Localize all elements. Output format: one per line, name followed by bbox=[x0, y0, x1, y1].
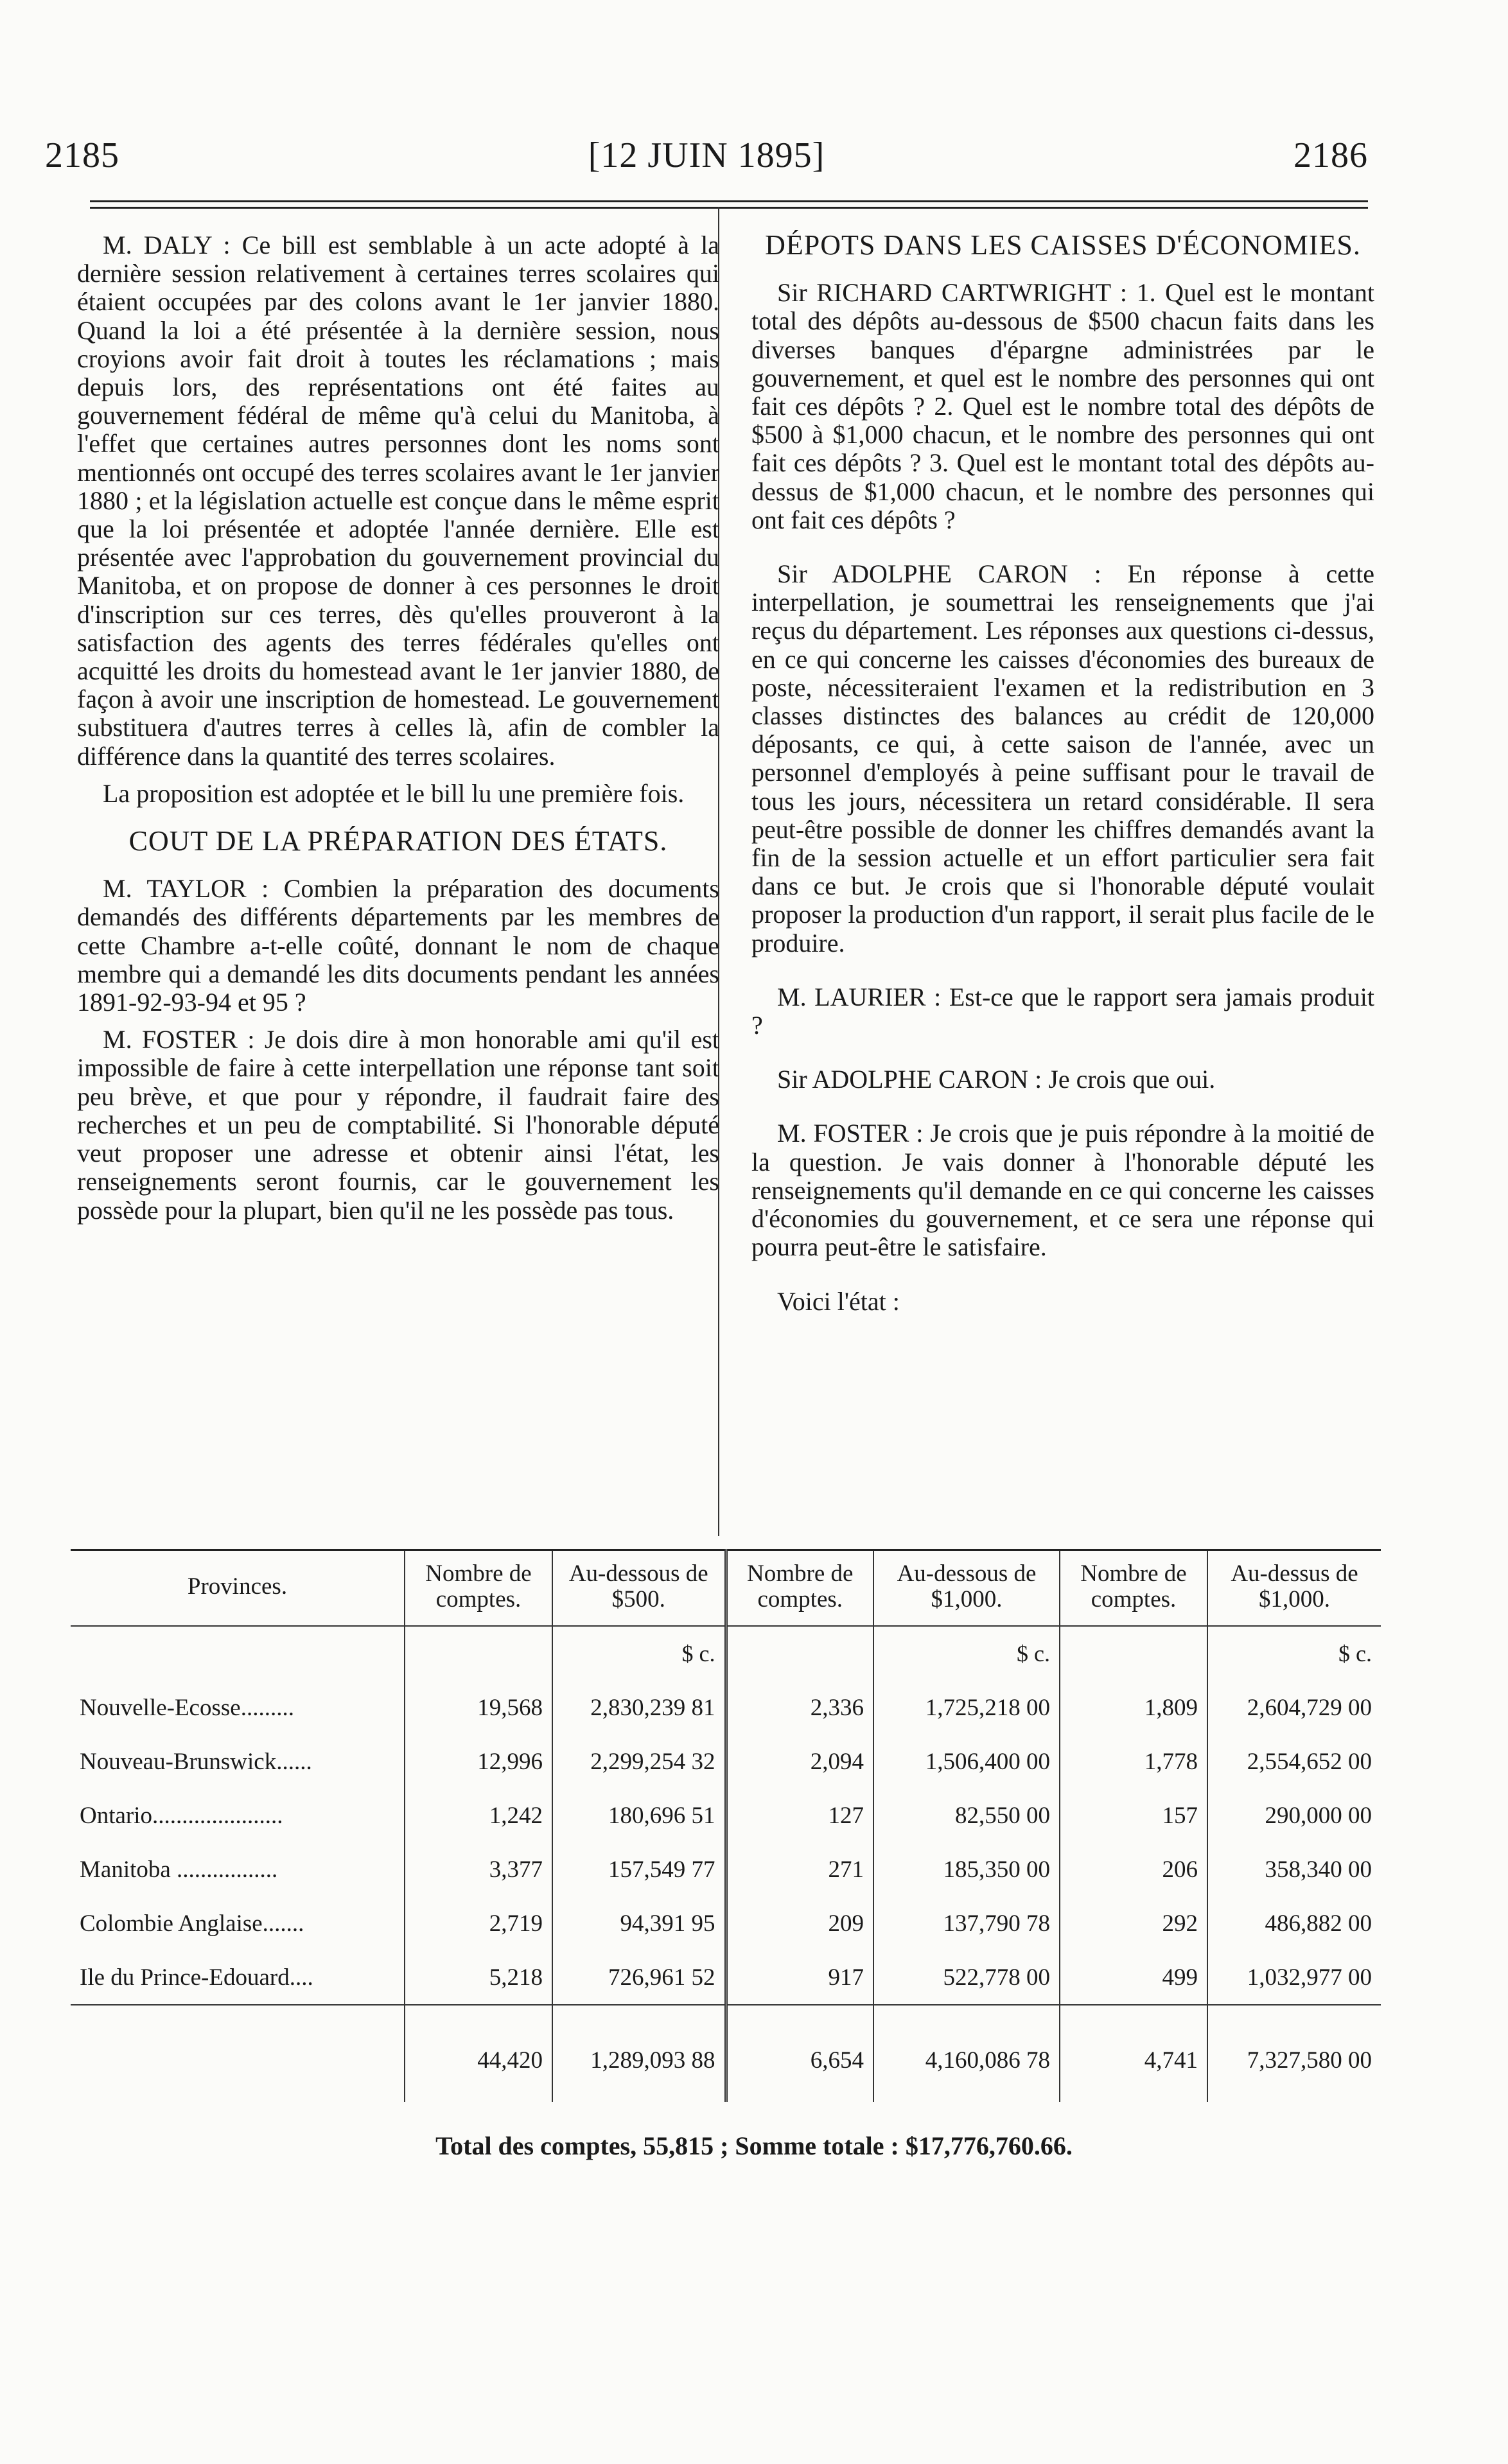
table-cell: 522,778 00 bbox=[873, 1950, 1060, 2005]
table-row bbox=[71, 1950, 1381, 2005]
unit-cell: $ c. bbox=[552, 1626, 726, 1681]
page-date: [12 JUIN 1895] bbox=[588, 135, 825, 175]
table-cell: 185,350 00 bbox=[873, 1842, 1060, 1896]
header-rule-2 bbox=[90, 207, 1368, 209]
total-cell: 6,654 bbox=[726, 2005, 873, 2102]
table-row bbox=[71, 1842, 1381, 1896]
total-cell: 4,160,086 78 bbox=[873, 2005, 1060, 2102]
table-cell: 82,550 00 bbox=[873, 1788, 1060, 1842]
unit-cell bbox=[726, 1626, 873, 1681]
table-cell: 290,000 00 bbox=[1207, 1788, 1381, 1842]
header-count-1: Nombre de comptes. bbox=[405, 1550, 552, 1627]
table-row bbox=[71, 1896, 1381, 1950]
province-name: Nouvelle-Ecosse......... bbox=[80, 1694, 294, 1721]
header-rule bbox=[90, 200, 1368, 202]
province-name: Manitoba ................. bbox=[80, 1856, 278, 1883]
unit-cell: $ c. bbox=[873, 1626, 1060, 1681]
table-cell: 5,218 bbox=[405, 1950, 552, 2005]
province-name: Nouveau-Brunswick...... bbox=[80, 1748, 312, 1775]
table-cell: 2,554,652 00 bbox=[1207, 1734, 1381, 1788]
foster-reply: M. FOSTER : Je crois que je puis répondre à la moitié de la question. Je vais donner à l'honorable député les renseignements qu'il demande en ce qui concerne les caisses d'économies du gouvernement, et ce sera une réponse qui pourra peut-être le satisfaire. bbox=[751, 1119, 1374, 1262]
table-cell: 157 bbox=[1060, 1788, 1207, 1842]
daly-statement: M. DALY : Ce bill est semblable à un acte adopté à la dernière session relativement à certaines terres scolaires qui étaient occupées par des colons avant le 1er janvier 1880. Quand la loi a été présentée à la dernière session, nous croyions avoir fait droit à toutes les réclamations ; mais depuis lors, des représentations ont été faites au gouvernement fédéral de même qu'à celui du Manitoba, à l'effet que certaines autres personnes dont les noms sont mentionnés ont occupé des terres scolaires avant le 1er janvier 1880 ; et la législation actuelle est conçue dans le même esprit que la loi présentée et adoptée l'année dernière. Elle est présentée avec l'approbation du gouvernement provincial du Manitoba, et on propose de donner à ces personnes le droit d'inscription sur ces terres, dès qu'elles prouveront à la satisfaction des agents des terres fédérales qu'elles ont acquitté les droits du homestead avant le 1er janvier 1880, de façon à avoir une inscription de homestead. Le gouvernement substituera d'autres terres à celles là, afin de combler la différence dans la quantité des terres scolaires. bbox=[77, 231, 719, 771]
page-number-right: 2186 bbox=[1293, 135, 1368, 175]
taylor-question: M. TAYLOR : Combien la préparation des documents demandés des différents départements par les membres de cette Chambre a-t-elle coûté, donnant le nom de chaque membre qui a demandé les dits documents pendant les années 1891-92-93-94 et 95 ? bbox=[77, 874, 719, 1017]
table-row bbox=[71, 1681, 1381, 1734]
grand-total: Total des comptes, 55,815 ; Somme totale : $17,776,760.66. bbox=[435, 2131, 1073, 2160]
table-cell: 726,961 52 bbox=[552, 1950, 726, 2005]
table-cell: 2,336 bbox=[726, 1681, 873, 1734]
table-cell: 209 bbox=[726, 1896, 873, 1950]
table-cell: 1,032,977 00 bbox=[1207, 1950, 1381, 2005]
laurier-question: M. LAURIER : Est-ce que le rapport sera jamais produit ? bbox=[751, 982, 1374, 1040]
deposits-table bbox=[71, 1549, 1381, 2102]
table-cell: 12,996 bbox=[405, 1734, 552, 1788]
table-total-row bbox=[71, 2005, 1381, 2102]
deposits-table-wrap bbox=[71, 1549, 1381, 2102]
header-below-500: Au-dessous de $500. bbox=[552, 1550, 726, 1627]
table-cell: 1,809 bbox=[1060, 1681, 1207, 1734]
section-heading-cout: COUT DE LA PRÉPARATION DES ÉTATS. bbox=[128, 825, 668, 857]
table-cell: 157,549 77 bbox=[552, 1842, 726, 1896]
table-cell: 358,340 00 bbox=[1207, 1842, 1381, 1896]
province-name: Ile du Prince-Edouard.... bbox=[80, 1964, 313, 1991]
foster-answer: M. FOSTER : Je dois dire à mon honorable ami qu'il est impossible de faire à cette interpellation une réponse tant soit peu brève, et que pour y répondre, il faudrait faire des recherches et un peu de comptabilité. Si l'honorable député veut proposer une adresse et obtenir ainsi l'état, les renseignements seront fournis, car le gouvernement les possède pour la plupart, bien qu'il ne les possède pas tous. bbox=[77, 1025, 719, 1225]
table-cell: 1,778 bbox=[1060, 1734, 1207, 1788]
table-cell: 486,882 00 bbox=[1207, 1896, 1381, 1950]
right-column bbox=[751, 231, 1374, 1325]
total-cell: 1,289,093 88 bbox=[552, 2005, 726, 2102]
total-cell: 44,420 bbox=[405, 2005, 552, 2102]
table-cell: 2,604,729 00 bbox=[1207, 1681, 1381, 1734]
table-header-row bbox=[71, 1550, 1381, 1627]
page-header bbox=[45, 135, 1368, 186]
table-cell: 94,391 95 bbox=[552, 1896, 726, 1950]
table-cell: 180,696 51 bbox=[552, 1788, 726, 1842]
table-cell: 2,719 bbox=[405, 1896, 552, 1950]
table-cell: 3,377 bbox=[405, 1842, 552, 1896]
bill-adopted: La proposition est adoptée et le bill lu une première fois. bbox=[103, 778, 685, 808]
caron-answer: Sir ADOLPHE CARON : En réponse à cette interpellation, je soumettrai les renseignements que j'ai reçus du département. Les réponses aux questions ci-dessus, en ce qui concerne les caisses d'économies des bureaux de poste, nécessiteraient l'examen et la redistribution en 3 classes distinctes des balances au crédit de 120,000 déposants, ce qui, à cette saison de l'année, avec un personnel d'employés à peine suffisant pour le travail de tous les jours, nécessitera un retard considérable. Il sera peut-être possible de donner les chiffres demandés avant la fin de la session actuelle et un effort particulier sera fait dans ce but. Je crois que si l'honorable député voulait proposer la production d'un rapport, il serait plus facile de le produire. bbox=[751, 559, 1374, 957]
total-cell bbox=[71, 2005, 405, 2102]
unit-cell bbox=[1060, 1626, 1207, 1681]
table-cell: 292 bbox=[1060, 1896, 1207, 1950]
table-cell: 1,242 bbox=[405, 1788, 552, 1842]
cartwright-question: Sir RICHARD CARTWRIGHT : 1. Quel est le montant total des dépôts au-dessous de $500 chacun faits dans les diverses banques d'épargne administrées par le gouvernement, et quel est le nombre des personnes qui ont fait ces dépôts ? 2. Quel est le nombre total des dépôts de $500 à $1,000 chacun, et le nombre des personnes qui ont fait ces dépôts ? 3. Quel est le montant total des dépôts au-dessus de $1,000 chacun, et le nombre des personnes qui ont fait ces dépôts ? bbox=[751, 278, 1374, 534]
province-name: Ontario...................... bbox=[80, 1802, 283, 1829]
table-cell: 271 bbox=[726, 1842, 873, 1896]
header-count-2: Nombre de comptes. bbox=[726, 1550, 873, 1627]
table-row bbox=[71, 1734, 1381, 1788]
table-cell: 917 bbox=[726, 1950, 873, 2005]
table-row bbox=[71, 1788, 1381, 1842]
header-provinces: Provinces. bbox=[71, 1550, 405, 1627]
table-cell: 1,725,218 00 bbox=[873, 1681, 1060, 1734]
table-cell: 2,299,254 32 bbox=[552, 1734, 726, 1788]
voici-etat: Voici l'état : bbox=[777, 1286, 900, 1316]
table-cell: 2,094 bbox=[726, 1734, 873, 1788]
header-below-1000: Au-dessous de $1,000. bbox=[873, 1550, 1060, 1627]
unit-cell bbox=[405, 1626, 552, 1681]
unit-cell: $ c. bbox=[1207, 1626, 1381, 1681]
section-heading-depots: DÉPOTS DANS LES CAISSES D'ÉCONOMIES. bbox=[765, 229, 1361, 261]
left-column bbox=[77, 231, 719, 1234]
table-cell: 127 bbox=[726, 1788, 873, 1842]
table-cell: 499 bbox=[1060, 1950, 1207, 2005]
page-number-left: 2185 bbox=[45, 135, 119, 175]
total-cell: 4,741 bbox=[1060, 2005, 1207, 2102]
total-cell: 7,327,580 00 bbox=[1207, 2005, 1381, 2102]
table-cell: 206 bbox=[1060, 1842, 1207, 1896]
header-count-3: Nombre de comptes. bbox=[1060, 1550, 1207, 1627]
table-cell: 2,830,239 81 bbox=[552, 1681, 726, 1734]
unit-cell bbox=[71, 1626, 405, 1681]
units-row bbox=[71, 1626, 1381, 1681]
table-cell: 137,790 78 bbox=[873, 1896, 1060, 1950]
province-name: Colombie Anglaise....... bbox=[80, 1910, 304, 1937]
caron-reply: Sir ADOLPHE CARON : Je crois que oui. bbox=[777, 1065, 1216, 1094]
table-cell: 19,568 bbox=[405, 1681, 552, 1734]
table-cell: 1,506,400 00 bbox=[873, 1734, 1060, 1788]
header-above-1000: Au-dessus de $1,000. bbox=[1207, 1550, 1381, 1627]
